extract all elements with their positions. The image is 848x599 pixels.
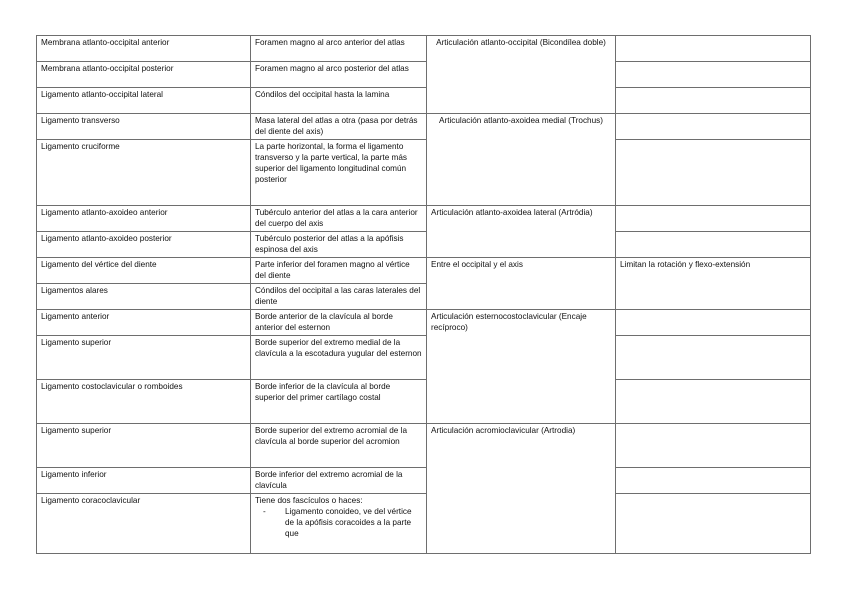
ligament-insertion: Tubérculo posterior del atlas a la apófisis espinosa del axis [251, 232, 427, 258]
ligament-insertion: Tubérculo anterior del atlas a la cara anterior del cuerpo del axis [251, 206, 427, 232]
function-cell [616, 62, 811, 88]
table-row [37, 206, 811, 232]
table-row [37, 258, 811, 284]
list-item [263, 506, 422, 539]
ligament-name: Ligamento transverso [37, 114, 251, 140]
function-cell [616, 36, 811, 62]
function-cell [616, 140, 811, 206]
ligament-name: Membrana atlanto-occipital posterior [37, 62, 251, 88]
function-cell: Limitan la rotación y flexo-extensión [616, 258, 811, 310]
function-cell [616, 232, 811, 258]
ligament-name: Ligamentos alares [37, 284, 251, 310]
function-cell [616, 310, 811, 336]
list-dash: - [263, 507, 266, 516]
table-row [37, 380, 811, 424]
ligament-insertion: Masa lateral del atlas a otra (pasa por detrás del diente del axis) [251, 114, 427, 140]
list-item-text: Ligamento conoideo, ve del vértice de la apófisis coracoides a la parte que [285, 507, 412, 538]
function-cell [616, 114, 811, 140]
ligament-insertion: Parte inferior del foramen magno al vértice del diente [251, 258, 427, 284]
function-cell [616, 494, 811, 554]
table-row [37, 88, 811, 114]
ligament-name: Ligamento atlanto-axoideo posterior [37, 232, 251, 258]
ligament-name: Ligamento del vértice del diente [37, 258, 251, 284]
ligament-insertion: Borde anterior de la clavícula al borde anterior del esternon [251, 310, 427, 336]
ligament-insertion: Borde superior del extremo medial de la clavícula a la escotadura yugular del esternon [251, 336, 427, 380]
ligament-name: Membrana atlanto-occipital anterior [37, 36, 251, 62]
joint-type: Articulación atlanto-axoidea lateral (Artródia) [427, 206, 616, 258]
ligament-insertion: Borde superior del extremo acromial de la clavícula al borde superior del acromion [251, 424, 427, 468]
function-cell [616, 380, 811, 424]
table-row [37, 424, 811, 468]
ligament-insertion: Foramen magno al arco posterior del atlas [251, 62, 427, 88]
ligament-name: Ligamento superior [37, 424, 251, 468]
table-row [37, 140, 811, 206]
ligament-insertion [251, 494, 427, 554]
function-cell [616, 88, 811, 114]
joint-type: Articulación esternocostoclavicular (Encaje recíproco) [427, 310, 616, 424]
function-cell [616, 468, 811, 494]
joint-type: Articulación acromioclavicular (Artrodia) [427, 424, 616, 554]
table-row [37, 468, 811, 494]
ligament-insertion: Borde inferior del extremo acromial de la clavícula [251, 468, 427, 494]
joint-type: Articulación atlanto-axoidea medial (Trochus) [427, 114, 616, 206]
ligament-name: Ligamento superior [37, 336, 251, 380]
ligament-name: Ligamento inferior [37, 468, 251, 494]
table-row [37, 114, 811, 140]
ligament-insertion: Cóndilos del occipital a las caras laterales del diente [251, 284, 427, 310]
table-row [37, 232, 811, 258]
ligament-name: Ligamento costoclavicular o romboides [37, 380, 251, 424]
function-cell [616, 206, 811, 232]
ligament-name: Ligamento atlanto-occipital lateral [37, 88, 251, 114]
ligament-insertion: Cóndilos del occipital hasta la lamina [251, 88, 427, 114]
table-row [37, 494, 811, 554]
joint-type: Entre el occipital y el axis [427, 258, 616, 310]
ligament-name: Ligamento coracoclavicular [37, 494, 251, 554]
ligament-insertion: Foramen magno al arco anterior del atlas [251, 36, 427, 62]
table-row [37, 310, 811, 336]
ligament-table [36, 35, 811, 554]
function-cell [616, 336, 811, 380]
table-row [37, 336, 811, 380]
ligament-name: Ligamento atlanto-axoideo anterior [37, 206, 251, 232]
table-row [37, 36, 811, 62]
function-cell [616, 424, 811, 468]
coracoclavicular-intro: Tiene dos fascículos o haces: [255, 496, 363, 505]
table-row [37, 62, 811, 88]
ligament-name: Ligamento cruciforme [37, 140, 251, 206]
ligament-insertion: Borde inferior de la clavícula al borde superior del primer cartílago costal [251, 380, 427, 424]
fasciculos-list [255, 506, 422, 539]
ligament-name: Ligamento anterior [37, 310, 251, 336]
ligament-insertion: La parte horizontal, la forma el ligamento transverso y la parte vertical, la parte más superior del ligamento longitudinal común posterior [251, 140, 427, 206]
joint-type: Articulación atlanto-occipital (Bicondílea doble) [427, 36, 616, 114]
